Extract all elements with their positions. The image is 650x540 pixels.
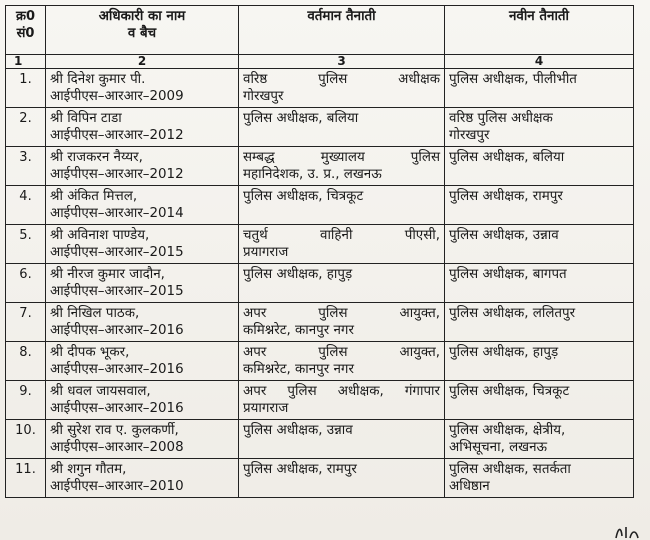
current-posting-line2: कमिश्नरेट, कानपुर नगर — [243, 362, 354, 377]
new-posting-line2: अभिसूचना, लखनऊ — [449, 440, 548, 455]
current-posting-cell — [239, 186, 445, 225]
current-posting-cell — [239, 420, 445, 459]
officer-batch: आईपीएस–आरआर–2012 — [50, 167, 184, 182]
officer-name: श्री नीरज कुमार जादौन, — [50, 267, 165, 282]
table-row — [6, 459, 634, 498]
serial-number: 7. — [19, 306, 32, 321]
header-current-posting: वर्तमान तैनाती — [239, 6, 445, 55]
serial-number-cell — [6, 225, 46, 264]
new-posting-line1: वरिष्ठ पुलिस अधीक्षक — [449, 111, 553, 126]
column-number: 4 — [445, 55, 634, 69]
current-posting-line1: पुलिस अधीक्षक, उन्नाव — [243, 423, 353, 438]
header-serial-line2: सं0 — [16, 26, 35, 41]
officer-batch: आईपीएस–आरआर–2016 — [50, 323, 184, 338]
new-posting-line1: पुलिस अधीक्षक, हापुड़ — [449, 345, 559, 360]
officer-name: श्री दीपक भूकर, — [50, 345, 130, 360]
new-posting-cell — [445, 264, 634, 303]
serial-number: 4. — [19, 189, 32, 204]
current-posting-line1: पुलिस अधीक्षक, हापुड़ — [243, 267, 353, 282]
table-row — [6, 225, 634, 264]
serial-number: 2. — [19, 111, 32, 126]
header-serial-line1: क्र0 — [15, 9, 36, 24]
new-posting-line1: पुलिस अधीक्षक, पीलीभीत — [449, 72, 577, 87]
officer-batch: आईपीएस–आरआर–2008 — [50, 440, 184, 455]
serial-number: 6. — [19, 267, 32, 282]
table-row — [6, 264, 634, 303]
serial-number-cell — [6, 303, 46, 342]
new-posting-cell — [445, 342, 634, 381]
new-posting-line1: पुलिस अधीक्षक, सतर्कता — [449, 462, 571, 477]
serial-number-cell — [6, 420, 46, 459]
serial-number-cell — [6, 342, 46, 381]
new-posting-line1: पुलिस अधीक्षक, बलिया — [449, 150, 565, 165]
new-posting-cell — [445, 225, 634, 264]
new-posting-cell — [445, 381, 634, 420]
officer-name: श्री धवल जायसवाल, — [50, 384, 151, 399]
new-posting-line1: पुलिस अधीक्षक, रामपुर — [449, 189, 563, 204]
header-name-line1: अधिकारी का नाम — [98, 9, 186, 24]
new-posting-line1: पुलिस अधीक्षक, बागपत — [449, 267, 567, 282]
new-posting-line1: पुलिस अधीक्षक, क्षेत्रीय, — [449, 423, 566, 438]
current-posting-line1: वरिष्ठ पुलिस अधीक्षक — [243, 72, 440, 87]
current-posting-line1: अपर पुलिस अधीक्षक, गंगापार — [243, 384, 440, 399]
serial-number: 9. — [19, 384, 32, 399]
current-posting-cell — [239, 342, 445, 381]
table-row — [6, 303, 634, 342]
current-posting-line1: पुलिस अधीक्षक, चित्रकूट — [243, 189, 364, 204]
table-row — [6, 342, 634, 381]
new-posting-line2: अधिष्ठान — [449, 479, 490, 494]
serial-number: 10. — [15, 423, 36, 438]
officer-cell — [46, 108, 239, 147]
table-row — [6, 420, 634, 459]
officer-batch: आईपीएस–आरआर–2016 — [50, 362, 184, 377]
officer-name: श्री शगुन गौतम, — [50, 462, 127, 477]
column-number: 3 — [239, 55, 445, 69]
serial-number-cell — [6, 147, 46, 186]
officer-batch: आईपीएस–आरआर–2014 — [50, 206, 184, 221]
officer-batch: आईपीएस–आरआर–2012 — [50, 128, 184, 143]
current-posting-line2: प्रयागराज — [243, 245, 289, 260]
current-posting-line2: प्रयागराज — [243, 401, 289, 416]
header-row — [6, 6, 634, 55]
officer-cell — [46, 459, 239, 498]
current-posting-line1: अपर पुलिस आयुक्त, — [243, 306, 440, 321]
header-new-posting: नवीन तैनाती — [445, 6, 634, 55]
current-posting-line1: चतुर्थ वाहिनी पीएसी, — [243, 228, 440, 243]
new-posting-cell — [445, 420, 634, 459]
new-posting-line2: गोरखपुर — [449, 128, 490, 143]
serial-number-cell — [6, 459, 46, 498]
officer-name: श्री विपिन टाडा — [50, 111, 122, 126]
new-posting-line1: पुलिस अधीक्षक, ललितपुर — [449, 306, 576, 321]
officer-name: श्री दिनेश कुमार पी. — [50, 72, 146, 87]
serial-number-cell — [6, 69, 46, 108]
serial-number: 3. — [19, 150, 32, 165]
officer-cell — [46, 264, 239, 303]
current-posting-line2: गोरखपुर — [243, 89, 284, 104]
officer-cell — [46, 420, 239, 459]
officer-name: श्री अंकित मित्तल, — [50, 189, 138, 204]
new-posting-line1: पुलिस अधीक्षक, उन्नाव — [449, 228, 559, 243]
current-posting-line2: कमिश्नरेट, कानपुर नगर — [243, 323, 354, 338]
header-name-line2: व बैच — [127, 26, 157, 41]
current-posting-cell — [239, 69, 445, 108]
current-posting-cell — [239, 147, 445, 186]
table-row — [6, 147, 634, 186]
current-posting-cell — [239, 381, 445, 420]
new-posting-cell — [445, 459, 634, 498]
transfer-table — [5, 5, 634, 498]
new-posting-cell — [445, 69, 634, 108]
officer-cell — [46, 342, 239, 381]
header-serial — [6, 6, 46, 55]
signature-mark — [612, 524, 642, 540]
serial-number-cell — [6, 264, 46, 303]
new-posting-cell — [445, 186, 634, 225]
serial-number-cell — [6, 381, 46, 420]
new-posting-line1: पुलिस अधीक्षक, चित्रकूट — [449, 384, 570, 399]
current-posting-line1: अपर पुलिस आयुक्त, — [243, 345, 440, 360]
serial-number-cell — [6, 186, 46, 225]
officer-cell — [46, 69, 239, 108]
officer-batch: आईपीएस–आरआर–2016 — [50, 401, 184, 416]
table-row — [6, 381, 634, 420]
column-number-row — [6, 55, 634, 69]
current-posting-line2: महानिदेशक, उ. प्र., लखनऊ — [243, 167, 382, 182]
serial-number: 11. — [15, 462, 36, 477]
current-posting-cell — [239, 108, 445, 147]
current-posting-cell — [239, 225, 445, 264]
officer-cell — [46, 186, 239, 225]
officer-cell — [46, 381, 239, 420]
serial-number: 1. — [19, 72, 32, 87]
table-row — [6, 108, 634, 147]
officer-name: श्री निखिल पाठक, — [50, 306, 140, 321]
new-posting-cell — [445, 108, 634, 147]
new-posting-cell — [445, 303, 634, 342]
current-posting-cell — [239, 303, 445, 342]
table-row — [6, 186, 634, 225]
officer-name: श्री अविनाश पाण्डेय, — [50, 228, 150, 243]
officer-batch: आईपीएस–आरआर–2010 — [50, 479, 184, 494]
officer-name: श्री राजकरन नैय्यर, — [50, 150, 143, 165]
officer-cell — [46, 225, 239, 264]
serial-number-cell — [6, 108, 46, 147]
serial-number: 8. — [19, 345, 32, 360]
current-posting-cell — [239, 264, 445, 303]
officer-batch: आईपीएस–आरआर–2015 — [50, 284, 184, 299]
current-posting-line1: पुलिस अधीक्षक, बलिया — [243, 111, 359, 126]
serial-number: 5. — [19, 228, 32, 243]
officer-cell — [46, 147, 239, 186]
new-posting-cell — [445, 147, 634, 186]
column-number: 1 — [6, 55, 46, 69]
officer-cell — [46, 303, 239, 342]
officer-batch: आईपीएस–आरआर–2009 — [50, 89, 184, 104]
current-posting-line1: पुलिस अधीक्षक, रामपुर — [243, 462, 357, 477]
header-officer-name — [46, 6, 239, 55]
current-posting-line1: सम्बद्ध मुख्यालय पुलिस — [243, 150, 440, 165]
officer-name: श्री सुरेश राव ए. कुलकर्णी, — [50, 423, 179, 438]
column-number: 2 — [46, 55, 239, 69]
table-row — [6, 69, 634, 108]
officer-batch: आईपीएस–आरआर–2015 — [50, 245, 184, 260]
current-posting-cell — [239, 459, 445, 498]
